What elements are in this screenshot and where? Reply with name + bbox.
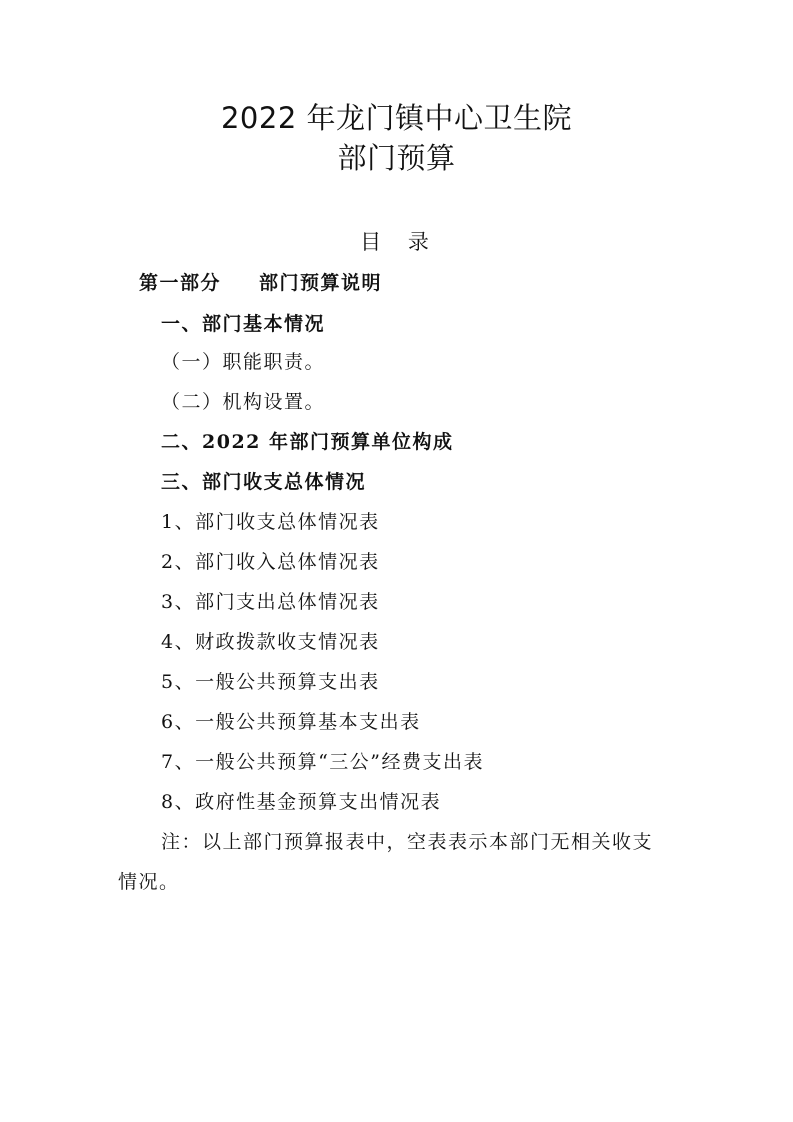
- toc-table-item-1: 1、部门收支总体情况表: [161, 511, 380, 533]
- toc-table-item-8: 8、政府性基金预算支出情况表: [161, 791, 442, 813]
- toc-section-2: 二、2022 年部门预算单位构成: [161, 431, 454, 453]
- toc-subsection-1: （一）职能职责。: [161, 351, 326, 373]
- toc-table-item-5: 5、一般公共预算支出表: [161, 671, 380, 693]
- toc-table-item-3: 3、部门支出总体情况表: [161, 591, 380, 613]
- toc-subsection-2: （二）机构设置。: [161, 391, 326, 413]
- toc-part-label: 第一部分: [139, 272, 222, 294]
- toc-table-item-6: 6、一般公共预算基本支出表: [161, 711, 421, 733]
- toc-part-heading: [139, 270, 382, 296]
- document-title-line2: 部门预算: [337, 141, 456, 175]
- toc-section-1: 一、部门基本情况: [161, 313, 326, 335]
- toc-section-3: 三、部门收支总体情况: [161, 471, 367, 493]
- toc-note-line2: 情况。: [118, 871, 180, 893]
- toc-table-item-7: 7、一般公共预算“三公”经费支出表: [161, 751, 485, 773]
- toc-part-title: 部门预算说明: [259, 272, 383, 294]
- toc-heading: 目 录: [360, 230, 439, 254]
- toc-note-line1: 注：以上部门预算报表中，空表表示本部门无相关收支: [161, 831, 654, 853]
- document-title-line1: 2022 年龙门镇中心卫生院: [220, 101, 573, 135]
- toc-table-item-4: 4、财政拨款收支情况表: [161, 631, 380, 653]
- toc-table-item-2: 2、部门收入总体情况表: [161, 551, 380, 573]
